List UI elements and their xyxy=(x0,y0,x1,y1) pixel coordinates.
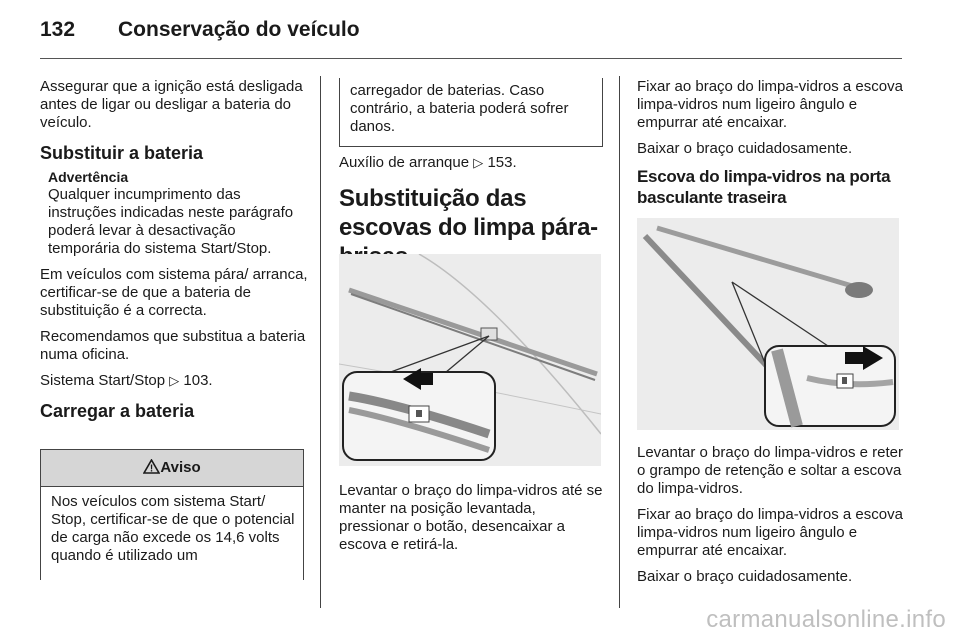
intro-paragraph: Assegurar que a ignição está desligada antes de ligar ou desligar a bateria do veículo. xyxy=(40,78,303,131)
notice-header xyxy=(41,450,303,487)
column-middle-lower xyxy=(339,482,605,562)
reference-page: 153. xyxy=(487,154,517,171)
startstop-reference[interactable] xyxy=(40,372,308,390)
page-number: 132 xyxy=(40,18,76,41)
notice-box xyxy=(40,449,304,580)
warning-title: Advertência xyxy=(48,169,129,185)
warning-note xyxy=(48,168,308,258)
svg-text:!: ! xyxy=(150,463,154,474)
jump-start-reference[interactable] xyxy=(339,154,605,172)
notice-text-continued: carregador de baterias. Caso contrário, a bateria poderá sofrer danos. xyxy=(350,82,569,135)
reference-arrow-icon: ▷ xyxy=(473,155,484,170)
rear-wiper-drawing xyxy=(637,218,899,430)
front-wiper-illustration xyxy=(339,254,601,466)
section-heading-rear-wiper: Escova do limpa-vidros na porta basculante traseira xyxy=(637,167,891,207)
front-wiper-drawing xyxy=(339,254,601,466)
section-heading-replace-battery: Substituir a bateria xyxy=(40,143,204,163)
reference-label: Sistema Start/Stop xyxy=(40,372,166,389)
rear-wiper-instructions: Levantar o braço do limpa-vidros e reter o grampo de retenção e soltar a escova do limpa-vidros. xyxy=(637,444,903,497)
warning-triangle-icon xyxy=(143,459,160,474)
section-heading-wiper-blades: Substituição das escovas do limpa pára- xyxy=(339,185,598,241)
recommend-paragraph: Recomendamos que substitua a bateria numa oficina. xyxy=(40,328,306,363)
section-heading-charge-battery: Carregar a bateria xyxy=(40,401,195,421)
column-divider xyxy=(320,76,321,608)
fit-arm-paragraph: Fixar ao braço do limpa-vidros a escova limpa-vidros num ligeiro ângulo e empurrar até encaixar. xyxy=(637,78,903,131)
column-right xyxy=(637,78,905,216)
notice-box-continued xyxy=(339,78,603,147)
fit-arm-paragraph-2: Fixar ao braço do limpa-vidros a escova limpa-vidros num ligeiro ângulo e empurrar até encaixar. xyxy=(637,506,903,559)
reference-page: 103. xyxy=(183,372,213,389)
notice-text: Nos veículos com sistema Start/ Stop, certificar-se de que o potencial de carga não excede os 14,6 volts quando é utilizado um xyxy=(51,493,295,564)
warning-text: Qualquer incumprimento das instruções indicadas neste parágrafo poderá levar à desactivação temporária do sistema Start/Stop. xyxy=(48,186,294,257)
reference-label: Auxílio de arranque xyxy=(339,154,470,171)
lower-arm-paragraph-2: Baixar o braço cuidadosamente. xyxy=(637,568,853,585)
column-divider xyxy=(619,76,620,608)
reference-arrow-icon: ▷ xyxy=(169,373,180,388)
page-title: Conservação do veículo xyxy=(118,18,360,41)
column-right-lower xyxy=(637,444,905,594)
startstop-paragraph: Em veículos com sistema pára/ arranca, certificar-se de que a bateria de substituição é a correcta. xyxy=(40,266,308,319)
notice-title: Aviso xyxy=(160,459,201,476)
front-wiper-instructions: Levantar o braço do limpa-vidros até se manter na posição levantada, pressionar o botão, desencaixar a escova e retirá-la. xyxy=(339,482,603,553)
lower-arm-paragraph: Baixar o braço cuidadosamente. xyxy=(637,140,853,157)
rear-wiper-illustration xyxy=(637,218,899,430)
page-header xyxy=(40,14,902,59)
column-left xyxy=(40,78,308,426)
watermark: carmanualsonline.info xyxy=(706,606,946,633)
